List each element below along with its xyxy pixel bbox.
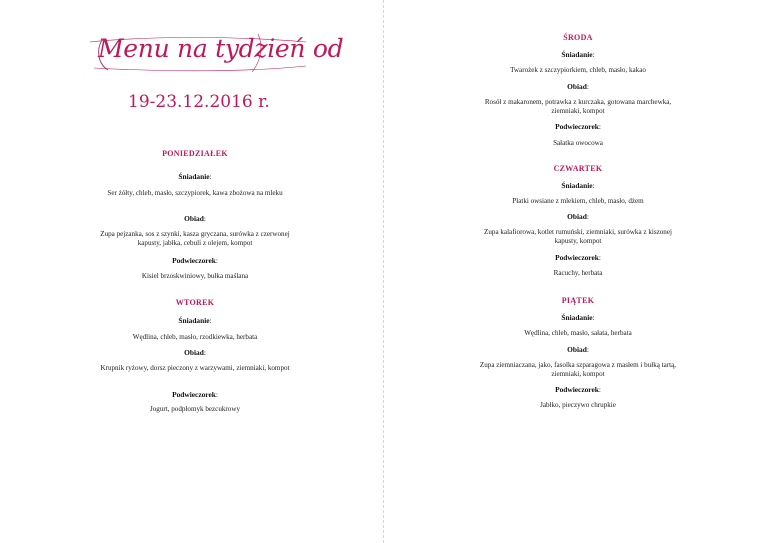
page-divider [383,0,384,543]
lunch-label: Obiad: [567,82,589,91]
day-heading-friday: PIĄTEK [561,296,595,305]
breakfast-text-friday: Wędlina, chleb, masło, sałata, herbata [524,329,632,337]
snack-label: Podwieczorek: [172,256,218,265]
snack-label: Podwieczorek: [172,390,218,399]
lunch-label: Obiad: [184,214,206,223]
snack-label: Podwieczorek: [555,385,601,394]
breakfast-label: Śniadanie: [178,316,212,325]
breakfast-text-tuesday: Wędlina, chleb, masło, rzodkiewka, herbata [132,333,258,341]
snack-text-tuesday: Jogurt, podpłomyk bezcukrowy [149,405,241,413]
snack-label: Podwieczorek: [555,122,601,131]
lunch-text-monday: Zupa pejzanka, sos z szynki, kasza gryczana, surówka z czerwonej kapusty, jabłka, cebuli z olejem, kompot [100,230,290,247]
lunch-text-friday: Zupa ziemniaczana, jako, fasolka szparagowa z masłem i bułką tartą, ziemniaki, kompot [479,361,677,378]
day-heading-wednesday: ŚRODA [563,33,593,42]
breakfast-label: Śniadanie: [561,313,595,322]
menu-date: 19-23.12.2016 r. [128,92,270,112]
lunch-text-wednesday: Rosół z makaronem, potrawka z kurczaka, gotowana marchewka, ziemniaki, kompot [484,98,672,115]
day-heading-tuesday: WTOREK [175,298,215,307]
lunch-text-tuesday: Krupnik ryżowy, dorsz pieczony z warzywami, ziemniaki, kompot [100,364,290,372]
day-heading-monday: PONIEDZIAŁEK [162,149,228,158]
menu-title-block [88,28,344,78]
breakfast-label: Śniadanie: [561,50,595,59]
menu-title: Menu na tydzień od [98,34,344,63]
snack-text-friday: Jabłko, pieczywo chrupkie [540,401,616,409]
snack-text-thursday: Racuchy, herbata [553,269,603,277]
breakfast-label: Śniadanie: [561,181,595,190]
breakfast-text-monday: Ser żółty, chleb, masło, szczypiorek, kawa zbożowa na mleku [107,189,283,197]
breakfast-text-wednesday: Twarożek z szczypiorkiem, chleb, masło, kakao [510,66,646,74]
lunch-label: Obiad: [567,212,589,221]
snack-text-monday: Kisiel brzoskwiniowy, bułka maślana [141,272,249,280]
breakfast-text-thursday: Płatki owsiane z mlekiem, chleb, masło, dżem [512,197,644,205]
breakfast-label: Śniadanie: [178,172,212,181]
snack-text-wednesday: Sałatka owocowa [553,139,603,147]
lunch-label: Obiad: [567,345,589,354]
day-heading-thursday: CZWARTEK [553,164,603,173]
lunch-label: Obiad: [184,348,206,357]
snack-label: Podwieczorek: [555,253,601,262]
lunch-text-thursday: Zupa kalafiorowa, kotlet rumuński, ziemniaki, surówka z kiszonej kapusty, kompot [484,228,672,245]
